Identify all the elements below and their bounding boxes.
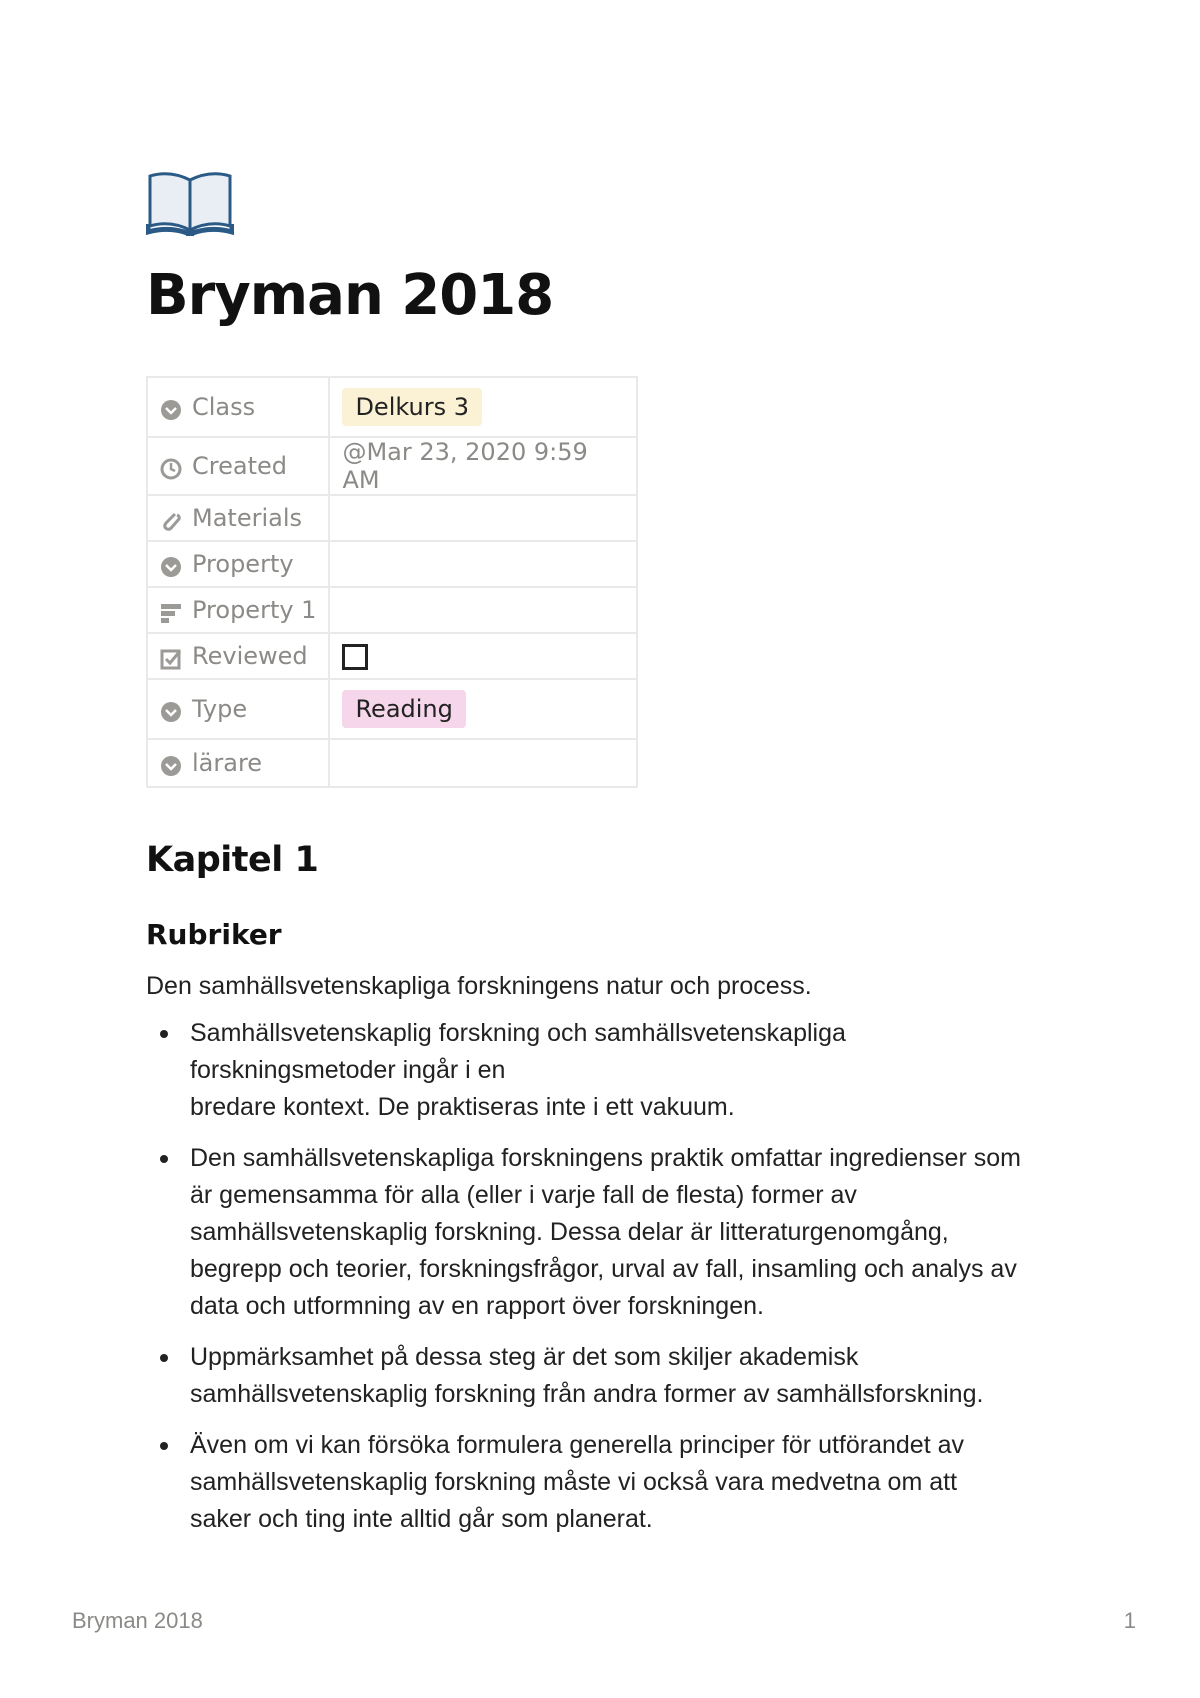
select-icon bbox=[160, 399, 182, 421]
checkbox-icon bbox=[160, 648, 182, 670]
list-item bbox=[146, 1339, 1076, 1413]
select-tag[interactable]: Delkurs 3 bbox=[342, 388, 482, 426]
properties-table bbox=[146, 376, 638, 788]
property-key bbox=[147, 377, 329, 437]
text-icon bbox=[160, 602, 182, 624]
bullet-list bbox=[146, 1015, 1076, 1538]
select-icon bbox=[160, 755, 182, 777]
footer-title: Bryman 2018 bbox=[72, 1608, 203, 1633]
list-item-text: samhällsvetenskaplig forskning måste vi också vara medvetna om att bbox=[190, 1468, 958, 1496]
property-key bbox=[147, 679, 329, 739]
property-value[interactable] bbox=[329, 633, 637, 679]
list-item-text: Uppmärksamhet på dessa steg är det som skiljer akademisk bbox=[190, 1343, 859, 1371]
property-row bbox=[147, 633, 637, 679]
list-item-text: forskningsmetoder ingår i en bbox=[190, 1056, 506, 1084]
property-key bbox=[147, 541, 329, 587]
footer-page-number: 1 bbox=[1123, 1608, 1136, 1633]
list-item bbox=[146, 1015, 1076, 1126]
property-label: lärare bbox=[192, 749, 263, 777]
property-row bbox=[147, 587, 637, 633]
bullet-dot-icon bbox=[160, 1030, 168, 1038]
list-item-text: data och utformning av en rapport över forskningen. bbox=[190, 1292, 764, 1320]
list-item-text: Även om vi kan försöka formulera generella principer för utförandet av bbox=[190, 1431, 964, 1459]
property-value[interactable] bbox=[329, 541, 637, 587]
reviewed-checkbox[interactable] bbox=[342, 644, 368, 670]
property-label: Type bbox=[192, 695, 248, 723]
list-item-text: begrepp och teorier, forskningsfrågor, urval av fall, insamling och analys av bbox=[190, 1255, 1017, 1283]
property-value[interactable] bbox=[329, 587, 637, 633]
page-title: Bryman 2018 bbox=[146, 263, 554, 328]
property-label: Class bbox=[192, 393, 256, 421]
property-value[interactable] bbox=[329, 739, 637, 787]
property-label: Property bbox=[192, 550, 294, 578]
property-key bbox=[147, 739, 329, 787]
property-text: @Mar 23, 2020 9:59 AM bbox=[342, 438, 588, 494]
list-item-text: saker och ting inte alltid går som planerat. bbox=[190, 1505, 653, 1533]
list-item-text: samhällsvetenskaplig forskning. Dessa delar är litteraturgenomgång, bbox=[190, 1218, 949, 1246]
bullet-dot-icon bbox=[160, 1354, 168, 1362]
property-row bbox=[147, 541, 637, 587]
property-row bbox=[147, 495, 637, 541]
property-label: Property 1 bbox=[192, 596, 317, 624]
list-item bbox=[146, 1427, 1076, 1538]
page-content bbox=[146, 968, 1076, 1552]
property-value[interactable] bbox=[329, 495, 637, 541]
property-value[interactable] bbox=[329, 437, 637, 495]
list-item bbox=[146, 1140, 1076, 1325]
list-item-text: samhällsvetenskaplig forskning från andra former av samhällsforskning. bbox=[190, 1380, 984, 1408]
property-row bbox=[147, 437, 637, 495]
list-item-text: är gemensamma för alla (eller i varje fall de flesta) former av bbox=[190, 1181, 857, 1209]
chapter-heading: Kapitel 1 bbox=[146, 840, 319, 880]
select-tag[interactable]: Reading bbox=[342, 690, 465, 728]
list-item-text: bredare kontext. De praktiseras inte i ett vakuum. bbox=[190, 1093, 735, 1121]
property-label: Reviewed bbox=[192, 642, 308, 670]
property-row bbox=[147, 739, 637, 787]
property-key bbox=[147, 437, 329, 495]
bullet-dot-icon bbox=[160, 1155, 168, 1163]
property-label: Created bbox=[192, 452, 287, 480]
property-key bbox=[147, 495, 329, 541]
property-key bbox=[147, 587, 329, 633]
property-value[interactable] bbox=[329, 679, 637, 739]
property-label: Materials bbox=[192, 504, 303, 532]
open-book-icon bbox=[146, 166, 234, 236]
intro-paragraph: Den samhällsvetenskapliga forskningens natur och process. bbox=[146, 972, 812, 1000]
property-key bbox=[147, 633, 329, 679]
list-item-text: Samhällsvetenskaplig forskning och samhällsvetenskapliga bbox=[190, 1019, 846, 1047]
select-icon bbox=[160, 701, 182, 723]
section-heading: Rubriker bbox=[146, 918, 282, 951]
bullet-dot-icon bbox=[160, 1442, 168, 1450]
paperclip-icon bbox=[160, 510, 182, 532]
property-row bbox=[147, 377, 637, 437]
property-value[interactable] bbox=[329, 377, 637, 437]
property-row bbox=[147, 679, 637, 739]
clock-icon bbox=[160, 458, 182, 480]
select-icon bbox=[160, 556, 182, 578]
list-item-text: Den samhällsvetenskapliga forskningens praktik omfattar ingredienser som bbox=[190, 1144, 1021, 1172]
